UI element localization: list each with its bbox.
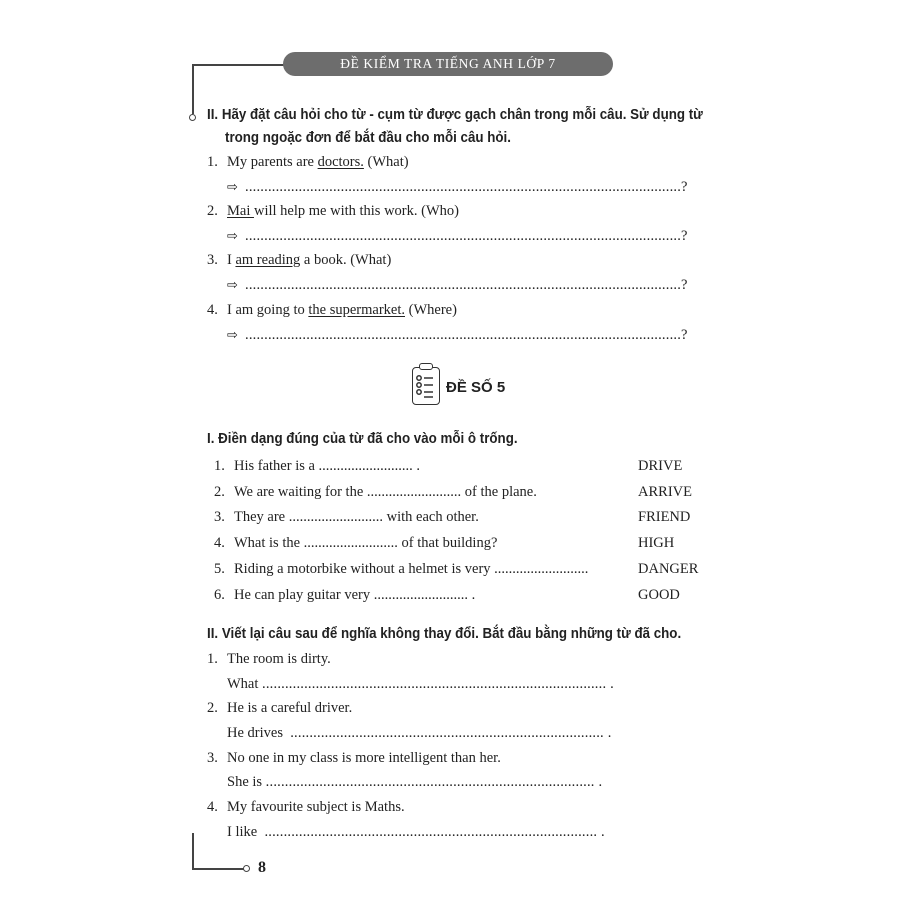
section1-title: I. Điền dạng đúng của từ đã cho vào mỗi ô trống. [207,431,518,447]
given-word-2: ARRIVE [638,484,692,500]
item-text: What is the .......................... of that building? [234,535,498,551]
rewrite-answer-1 [227,674,614,694]
start-words: What [227,676,259,692]
frame-bottom-dot [243,865,250,872]
given-word-4: HIGH [638,535,675,551]
item-text: will help me with this work. (Who) [253,203,459,219]
question-item-3 [207,250,391,270]
item-text: His father is a .......................... . [234,458,421,474]
clipboard-clip [419,363,433,370]
answer-dots: .......................................................................................... . [262,676,614,692]
answer-line-3 [227,275,688,296]
item-number: 2. [214,484,225,500]
item-number: 2. [207,700,218,716]
frame-left-bottom-line [192,833,194,869]
arrow-icon: ⇨ [227,278,238,293]
item-number: 3. [207,252,218,268]
rewrite-answer-2 [227,723,612,743]
answer-dots: ..................................................................................................................? [245,228,688,244]
rewrite-answer-3 [227,772,602,792]
question-item-4 [207,300,457,320]
given-word-1: DRIVE [638,458,683,474]
fill-item-6 [214,585,475,605]
fill-item-4 [214,533,497,553]
answer-dots: ..................................................................................................................? [245,327,688,343]
question-item-2 [207,201,459,221]
page-number: 8 [258,859,266,876]
answer-dots: ..................................................................................................................? [245,277,688,293]
item-number: 1. [207,154,218,170]
arrow-icon: ⇨ [227,328,238,343]
frame-bottom-line [192,868,244,870]
start-words: He drives [227,725,283,741]
item-text: He can play guitar very .......................... . [234,587,476,603]
answer-dots: ....................................................................................... . [264,824,605,840]
answer-line-1 [227,177,688,198]
rewrite-item-3 [207,748,501,768]
underlined-phrase: am reading [235,252,301,268]
answer-dots: ...................................................................................... . [265,774,603,790]
item-text: Riding a motorbike without a helmet is very .......................... [234,561,589,577]
given-word-6: GOOD [638,587,680,603]
item-text: No one in my class is more intelligent than her. [227,750,501,766]
frame-top-line [192,64,284,66]
item-number: 3. [207,750,218,766]
item-text: We are waiting for the .......................... of the plane. [234,484,537,500]
underlined-phrase: Mai [227,203,254,219]
item-number: 2. [207,203,218,219]
answer-line-4 [227,325,688,346]
underlined-phrase: the supermarket. [308,302,405,318]
item-text: My parents are [227,154,318,170]
fill-item-5 [214,559,588,579]
fill-item-2 [214,482,537,502]
answer-dots: .................................................................................. . [290,725,612,741]
item-number: 3. [214,509,225,525]
start-words: She is [227,774,263,790]
section-question-title-line1: II. Hãy đặt câu hỏi cho từ - cụm từ được gạch chân trong mỗi câu. Sử dụng từ [207,107,703,123]
section-question-title-line2: trong ngoặc đơn để bắt đầu cho mỗi câu hỏi. [225,130,511,146]
item-text: They are .......................... with each other. [234,509,479,525]
rewrite-item-4 [207,797,405,817]
item-text: My favourite subject is Maths. [227,799,405,815]
item-number: 4. [207,799,218,815]
frame-left-top-line [192,64,194,114]
item-number: 1. [214,458,225,474]
arrow-icon: ⇨ [227,180,238,195]
item-number: 4. [214,535,225,551]
item-number: 5. [214,561,225,577]
item-text: (Where) [405,302,457,318]
rewrite-item-1 [207,649,331,669]
question-item-1 [207,152,409,172]
clipboard-icon [412,367,440,405]
start-words: I like [227,824,258,840]
underlined-phrase: doctors. [317,154,364,170]
item-number: 6. [214,587,225,603]
given-word-3: FRIEND [638,509,691,525]
item-text: I am going to [227,302,309,318]
item-text: (What) [363,154,409,170]
item-text: The room is dirty. [227,651,331,667]
rewrite-item-2 [207,698,352,718]
given-word-5: DANGER [638,561,699,577]
fill-item-3 [214,507,479,527]
item-text: He is a careful driver. [227,700,353,716]
fill-item-1 [214,456,420,476]
frame-top-dot [189,114,196,121]
answer-line-2 [227,226,688,247]
section2-title: II. Viết lại câu sau để nghĩa không thay đổi. Bắt đầu bằng những từ đã cho. [207,626,682,642]
page-header-banner: ĐỀ KIỂM TRA TIẾNG ANH LỚP 7 [283,52,613,76]
item-text: I [227,252,236,268]
item-number: 1. [207,651,218,667]
item-number: 4. [207,302,218,318]
test-title: ĐỀ SỐ 5 [446,379,506,396]
arrow-icon: ⇨ [227,229,238,244]
item-text: a book. (What) [300,252,392,268]
rewrite-answer-4 [227,822,605,842]
answer-dots: ..................................................................................................................? [245,179,688,195]
